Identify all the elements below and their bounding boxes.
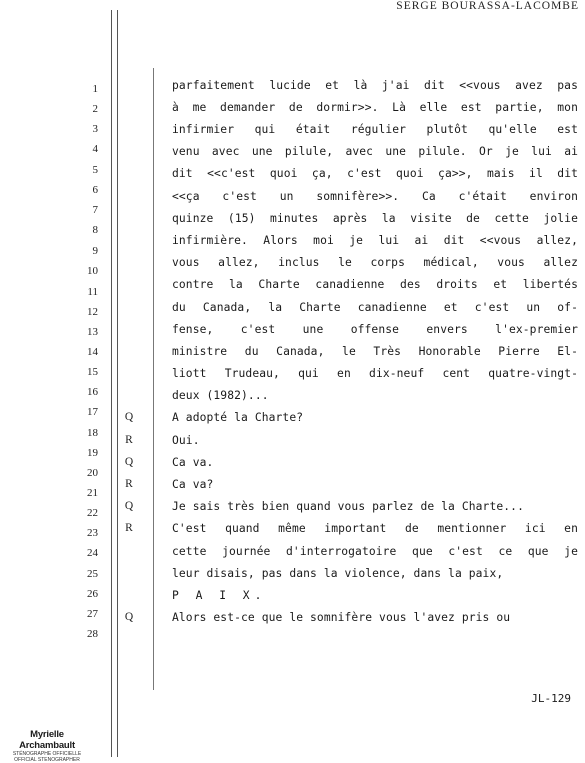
speaker-marker: Q: [124, 411, 134, 423]
line-number: 12: [87, 306, 98, 318]
line-number: 10: [87, 265, 98, 277]
transcript-line: Alors est-ce que le somnifère vous l'avez pris ou: [172, 611, 511, 624]
line-number: 7: [92, 204, 98, 216]
line-number: 20: [87, 467, 98, 479]
line-number: 25: [87, 568, 98, 580]
transcript-line: A adopté la Charte?: [172, 411, 304, 424]
transcript-line: Oui.: [172, 434, 200, 447]
margin-rule-left-inner: [117, 10, 118, 757]
line-number: 14: [87, 346, 98, 358]
line-number: 11: [87, 286, 98, 298]
transcript-line: dit <<c'est quoi ça, c'est quoi ça>>, mais il dit: [172, 167, 578, 180]
line-number: 6: [92, 184, 98, 196]
transcript-line: deux (1982)...: [172, 389, 269, 402]
transcript-line: du Canada, la Charte canadienne et c'est un of-: [172, 301, 578, 314]
line-number: 5: [92, 164, 98, 176]
speaker-marker: R: [125, 478, 133, 490]
speaker-marker: Q: [124, 611, 134, 623]
line-number: 9: [92, 245, 98, 257]
line-number: 8: [92, 224, 98, 236]
transcript-line: Ca va.: [172, 456, 214, 469]
transcript-line: C'est quand même important de mentionner ici en: [172, 522, 578, 535]
line-number: 28: [87, 628, 98, 640]
speaker-marker: Q: [124, 456, 134, 468]
transcript-line: leur disais, pas dans la violence, dans la paix,: [172, 567, 504, 580]
line-number: 13: [87, 326, 98, 338]
transcript-line: à me demander de dormir>>. Là elle est partie, mon: [172, 101, 578, 114]
transcript-line: venu avec une pilule, avec une pilule. Or je lui ai: [172, 145, 578, 158]
line-number: 24: [87, 547, 98, 559]
line-number: 21: [87, 487, 98, 499]
line-number: 26: [87, 588, 98, 600]
transcript-line: infirmière. Alors moi je lui ai dit <<vous allez,: [172, 234, 578, 247]
line-number: 18: [87, 427, 98, 439]
line-number: 22: [87, 507, 98, 519]
transcript-line: cette journée d'interrogatoire que c'est ce que je: [172, 545, 578, 558]
logo-subtitle-1: STÉNOGRAPHE OFFICIELLE: [12, 751, 82, 757]
line-number: 27: [87, 608, 98, 620]
transcript-line: Je sais très bien quand vous parlez de la Charte...: [172, 500, 524, 513]
logo-subtitle-2: OFFICIAL STENOGRAPHER: [14, 757, 80, 763]
transcript-line: quinze (15) minutes après la visite de cette jolie: [172, 212, 578, 225]
page-code: JL-129: [531, 692, 571, 705]
transcript-line: liott Trudeau, qui en dix-neuf cent quatre-vingt-: [172, 367, 578, 380]
speaker-column-rule: [153, 68, 154, 690]
stenographer-logo: [2, 729, 92, 763]
margin-rule-left: [111, 10, 112, 757]
line-number: 4: [92, 143, 98, 155]
transcript-line: parfaitement lucide et là j'ai dit <<vous avez pas: [172, 79, 578, 92]
transcript-line: Ca va?: [172, 478, 214, 491]
transcript-line: infirmier qui était régulier plutôt qu'elle est: [172, 123, 578, 136]
line-number: 16: [87, 386, 98, 398]
line-number: 17: [87, 406, 98, 418]
line-number: 3: [92, 123, 98, 135]
transcript-line: fense, c'est une offense envers l'ex-premier: [172, 323, 578, 336]
speaker-marker: R: [125, 522, 133, 534]
page-header: SERGE BOURASSA-LACOMBE: [396, 0, 579, 12]
line-number: 23: [87, 527, 98, 539]
line-number: 2: [92, 103, 98, 115]
transcript-line: vous allez, inclus le corps médical, vous allez: [172, 256, 578, 269]
logo-name: Myrielle Archambault: [19, 729, 75, 751]
transcript-line: ministre du Canada, le Très Honorable Pierre El-: [172, 345, 578, 358]
transcript-line: P A I X.: [172, 589, 267, 602]
line-number: 15: [87, 366, 98, 378]
line-number: 1: [92, 83, 98, 95]
speaker-marker: Q: [124, 500, 134, 512]
transcript-line: contre la Charte canadienne des droits et libertés: [172, 278, 578, 291]
speaker-marker: R: [125, 434, 133, 446]
line-number: 19: [87, 447, 98, 459]
transcript-line: <<ça c'est un somnifère>>. Ca c'était environ: [172, 190, 578, 203]
